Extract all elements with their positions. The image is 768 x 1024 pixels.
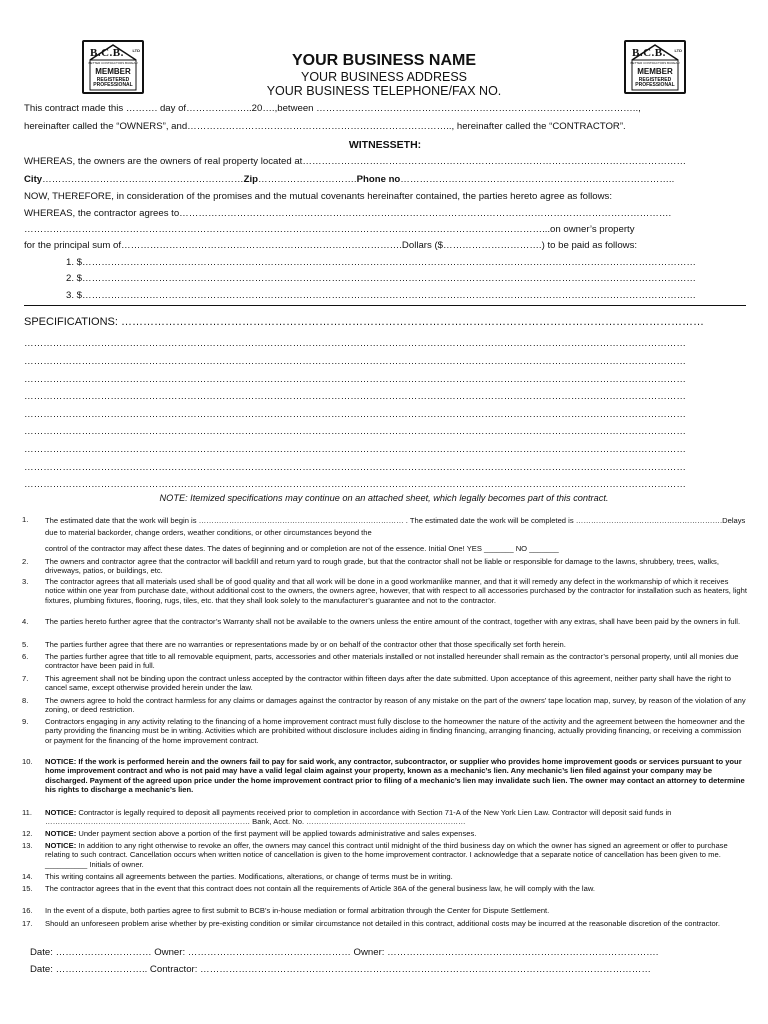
logo-subtitle: BETTER CONTRACTORS BUREAU [630, 61, 680, 65]
term-text: Contractor is legally required to deposit all payments received prior to completion in accordance with Section 71-A of the New York Lien Law. Contractor will deposit said funds in ……………………………………………………………………… Bank, Acct. No. ……………………………………………………… [45, 808, 672, 827]
specifications-heading: SPECIFICATIONS: …………………………………………………………………………………………………………………………………………… [24, 316, 704, 328]
term-5 [22, 640, 748, 649]
term-number: 10. [22, 757, 33, 766]
term-14 [22, 872, 748, 881]
term-6 [22, 652, 748, 671]
phone-field: ………………………………………………………………………….. [400, 174, 675, 185]
spec-line: ……………………………………………………………………………………………………………………………………………………………………………………… [24, 391, 686, 402]
logo-ltd: LTD [674, 48, 682, 53]
term-text: The parties hereto further agree that the contractor’s Warranty shall not be available to the owners unless the entire amount of the contract, together with any extras, shall have been paid by the owners in full. [45, 617, 741, 626]
term-number: 8. [22, 696, 29, 705]
term-text: NOTICE: If the work is performed herein and the owners fail to pay for said work, any contractor, subcontractor, or supplier who provides home improvement goods or services pursuant to your home improvement contract and who is not paid may have a valid legal claim against your property, known as a mechanic’s lien. Any mechanic’s lien filed against your company may be discharged. Payment of the agreed upon price under the home improvement contract prior to filing of a mechanic’s lien may invalidate such lien. The owner may contact an attorney to determine his rights to discharge a mechanic’s lien. [45, 757, 745, 794]
term-7 [22, 674, 748, 693]
term-15 [22, 884, 748, 893]
logo-ltd: LTD [132, 48, 140, 53]
city-label: City [24, 174, 43, 185]
term-number: 12. [22, 829, 33, 838]
term-number: 6. [22, 652, 29, 661]
business-name: YOUR BUSINESS NAME [291, 52, 477, 69]
term-number: 4. [22, 617, 29, 626]
spec-line: ……………………………………………………………………………………………………………………………………………………………………………………… [24, 444, 686, 455]
logo-letters: B.C.B. [632, 47, 666, 59]
term-text: The parties further agree that there are no warranties or representations made by or on behalf of the contractor other that those specifically set forth herein. [45, 640, 566, 649]
term-text: The contractor agrees that in the event that this contract does not contain all the requirements of Article 36A of the general business law, he will comply with the law. [45, 884, 596, 893]
term-text: The estimated date that the work will begin is ……………………………………………………………………… . The estimated date the work will be completed is ………………………………………………….Delays due to material backorder, change orders, weather conditions, or other circumstances beyond the [45, 516, 746, 537]
term-number: 3. [22, 577, 29, 586]
city-field: ……………………………………………………… [42, 174, 244, 185]
term-2 [22, 557, 748, 576]
signature-row-contractor: Date: ……………………….. Contractor: …………………………………………………………………………………………………………………………… [30, 964, 651, 975]
section-divider [24, 305, 746, 306]
term-12 [22, 829, 748, 838]
term-number: 9. [22, 717, 29, 726]
term-number: 13. [22, 841, 33, 850]
term-text: The owners and contractor agree that the contractor will backfill and return yard to rough grade, but that the contractor shall not be liable or responsible for damage to the lawns, shrubbery, trees, walks, driveways, patios, or buildings, etc. [45, 557, 719, 576]
term-17 [22, 919, 748, 928]
term-11 [22, 808, 748, 827]
term-16 [22, 906, 748, 915]
spec-line: ……………………………………………………………………………………………………………………………………………………………………………………… [24, 479, 686, 490]
now-therefore-line: NOW, THEREFORE, in consideration of the promises and the mutual covenants hereinafter contained, the parties hereto agree as follows: [24, 191, 613, 202]
witnesseth-heading: WITNESSETH: [348, 139, 422, 151]
term-text: Under payment section above a portion of the first payment will be applied towards administrative and sales expenses. [78, 829, 477, 838]
term-text: The parties further agree that title to all removable equipment, parts, accessories and other materials installed or not installed hereunder shall remain as the contractor’s personal property, until all monies due contractor have been paid in full. [45, 652, 739, 671]
payment-line-1: 1. $………………………………………………………………………………………………………………………………………………………………………… [66, 257, 697, 268]
logo-letters: B.C.B. [90, 47, 124, 59]
term-text: The owners agree to hold the contract harmless for any claims or damages against the contractor by reason of any mistake on the part of the owners’ tape location map, survey, by reason of the violation of any zoning, or deed restriction. [45, 696, 746, 715]
payment-line-3: 3. $………………………………………………………………………………………………………………………………………………………………………… [66, 290, 697, 301]
contractor-agrees-line: WHEREAS, the contractor agrees to………………………………………………………………………………………………………………………………………. [24, 208, 672, 219]
zip-label: Zip [243, 174, 258, 185]
spec-line: ……………………………………………………………………………………………………………………………………………………………………………………… [24, 462, 686, 473]
principal-sum-line: for the principal sum of…………………………………………………………………………….Dollars ($………………………….) to be paid as follows: [24, 240, 638, 251]
signature-row-owners: Date: ………………………… Owner: …………………………………………… Owner: …………………………………………………………………………. [30, 947, 659, 958]
term-text: The contractor agrees that all materials used shall be of good quality and that all work will be done in a good workmanlike manner, and that it will remedy any defect in the workmanship of which it receives notice within one year from purchase date, without additional cost to the owners, the owners agree, however, that with respect to all accessories purchased by the contractor for installation such as heaters, light fixtures, plumbing fixtures, flooring, rugs, tiles, etc. that they shall look solely to the manufacturer’s guarantee and not to the contractor. [45, 577, 747, 605]
spec-line: ……………………………………………………………………………………………………………………………………………………………………………………… [24, 374, 686, 385]
logo-member: MEMBER [637, 67, 673, 76]
term-number: 14. [22, 872, 33, 881]
term-number: 17. [22, 919, 33, 928]
term-4 [22, 617, 748, 626]
term-13 [22, 841, 748, 869]
spec-line: ……………………………………………………………………………………………………………………………………………………………………………………… [24, 338, 686, 349]
business-address: YOUR BUSINESS ADDRESS [300, 70, 467, 84]
payment-line-2: 2. $………………………………………………………………………………………………………………………………………………………………………… [66, 273, 697, 284]
logo-subtitle: BETTER CONTRACTORS BUREAU [88, 61, 138, 65]
notice-label: NOTICE: [45, 841, 77, 850]
spec-line: ……………………………………………………………………………………………………………………………………………………………………………………… [24, 356, 686, 367]
term-text: This agreement shall not be binding upon the contract unless accepted by the contractor within fifteen days after the date submitted. Upon acceptance of this agreement, neither party shall have the right to cancel same, except otherwise provided herein under the law. [45, 674, 731, 693]
term-text: This writing contains all agreements between the parties. Modifications, alterations, or change of terms must be in writing. [45, 872, 453, 881]
notice-label: NOTICE: [45, 808, 77, 817]
notice-label: NOTICE: [45, 829, 77, 838]
term-3 [22, 577, 748, 605]
phone-label: Phone no [356, 174, 401, 185]
logo-registered: REGISTERED PROFESSIONAL [93, 77, 133, 88]
owners-property-line: WHEREAS, the owners are the owners of real property located at………………………………………………………………………………………………………… [24, 156, 687, 167]
term-number: 7. [22, 674, 29, 683]
zip-field: …………………………. [257, 174, 357, 185]
term-number: 15. [22, 884, 33, 893]
term-number: 16. [22, 906, 33, 915]
term-1-continued [22, 544, 748, 553]
logo-registered: REGISTERED PROFESSIONAL [635, 77, 675, 88]
term-9 [22, 717, 748, 745]
term-text: In addition to any right otherwise to revoke an offer, the owners may cancel this contract until midnight of the third business day on which the owner has signed an agreement or offer to purchase relating to such contract. Cancellation occurs when written notice of cancellation is given to the home improvement contractor. I acknowledge that a separate notice of cancellation has been given to me. __________ Initials of owner. [45, 841, 728, 869]
term-text: control of the contractor may affect these dates. The dates of beginning and or completion are not of the essence. Initial One! YES _______ NO _______ [45, 544, 559, 553]
logo-member: MEMBER [95, 67, 131, 76]
owners-property-work-line: ………………………………………………………………………………………………………………………………………………...on owner’s property [24, 224, 635, 235]
contract-parties-line: hereinafter called the “OWNERS”, and……………………………………………………………………….., hereinafter called the “CONTRACTOR”. [24, 121, 626, 132]
term-8 [22, 696, 748, 715]
term-1 [22, 515, 748, 538]
business-telephone: YOUR BUSINESS TELEPHONE/FAX NO. [266, 84, 502, 98]
city-zip-phone-line [24, 174, 746, 186]
spec-line: ……………………………………………………………………………………………………………………………………………………………………………………… [24, 426, 686, 437]
contract-date-line: This contract made this ………. day of………….……..20….,between ……………………………………………………………………………………….., [24, 103, 641, 114]
specifications-note: NOTE: Itemized specifications may continue on an attached sheet, which legally becomes part of this contract. [159, 493, 609, 503]
term-number: 11. [22, 808, 32, 817]
term-10 [22, 757, 748, 794]
term-text: Contractors engaging in any activity relating to the financing of a home improvement contract must fully disclose to the homeowner the nature of the activity and the agreement between the homeowner and the party providing the financing must be in writing. Activities which are prohibited without disclosure includes aiding in finding financing, arranging financing, actually providing financing, or receiving a commission or payment for the financing of the home improvement contract. [45, 717, 745, 745]
term-text: In the event of a dispute, both parties agree to first submit to BCB’s in-house mediation or formal arbitration through the Center for Dispute Settlement. [45, 906, 550, 915]
term-text: Should an unforeseen problem arise whether by pre-existing condition or similar circumstance not detailed in this contract, additional costs may be incurred at the reasonable discretion of the contractor. [45, 919, 720, 928]
spec-line: ……………………………………………………………………………………………………………………………………………………………………………………… [24, 409, 686, 420]
term-number: 1. [22, 515, 29, 524]
term-number: 5. [22, 640, 29, 649]
term-number: 2. [22, 557, 29, 566]
